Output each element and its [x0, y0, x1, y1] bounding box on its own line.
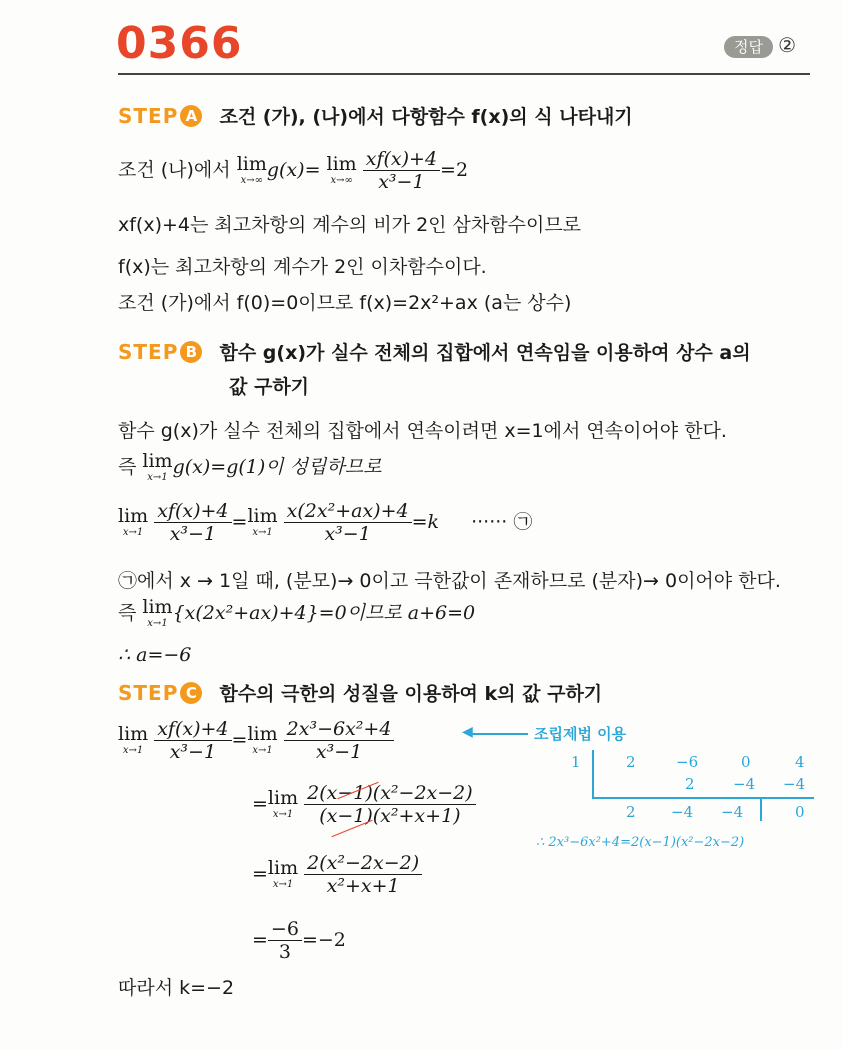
- step-a-line3: f(x)는 최고차항의 계수가 2인 이차함수이다.: [118, 256, 487, 278]
- lim-operator: lim x→1: [267, 857, 299, 890]
- fraction: $\frac{-6}{3}$: [268, 918, 302, 963]
- step-c-row4: = $\frac{-6}{3}$ =−2: [252, 918, 346, 963]
- g-expr: g(x)=: [266, 159, 321, 181]
- step-a-line4: 조건 (가)에서 f(0)=0이므로 f(x)=2x²+ax (a는 상수): [118, 292, 572, 314]
- step-a-line2: xf(x)+4는 최고차항의 계수의 비가 2인 삼차함수이므로: [118, 214, 582, 236]
- result: =2: [440, 159, 469, 181]
- arrow-head-icon: ◀: [462, 724, 473, 740]
- fraction: $\frac{xf(x)+4}{\text{x³−1}}$: [154, 500, 231, 545]
- answer-area: [724, 33, 796, 57]
- lim-operator: lim x→1: [118, 505, 149, 538]
- step-b-heading: [118, 338, 751, 365]
- step-a-title: 조건 (가), (나)에서 다항함수 f(x)의 식 나타내기: [219, 106, 633, 128]
- lim-operator: lim x→1: [247, 723, 278, 756]
- step-b-badge: B: [180, 341, 202, 363]
- step-a-badge: A: [180, 105, 202, 127]
- answer-value: ②: [778, 33, 797, 57]
- problem-number: 0366: [116, 18, 243, 69]
- step-c-heading: [118, 679, 602, 706]
- step-c-row2: =lim x→1 $\frac{\text{2(x−1)(x²−2x−2)}}{\text{(x−1)(x²+x+1)}}$: [252, 782, 476, 827]
- row3-cell: −4: [721, 803, 744, 821]
- synthetic-hline: [592, 797, 814, 799]
- step-c-row3: =lim x→1 $\frac{\text{2(x²−2x−2)}}{\text{x²+x+1}}$: [252, 852, 422, 897]
- fraction: $\frac{xf(x)+4}{\text{x³−1}}$: [363, 148, 440, 193]
- arrow-line: [468, 733, 528, 735]
- header-divider: [118, 73, 810, 75]
- synthetic-result: ∴ 2x³−6x²+4=2(x−1)(x²−2x−2): [536, 835, 745, 850]
- equation-tag: ······ ㉠: [471, 511, 533, 533]
- step-c-conclusion: 따라서 k=−2: [118, 977, 235, 999]
- step-c-label: STEP: [118, 681, 179, 705]
- lim-operator: lim x→1: [267, 787, 299, 820]
- step-b-line2: 즉 lim x→1 g(x)=g(1)이 성립하므로: [118, 450, 382, 483]
- lim-operator: lim x→1: [118, 723, 149, 756]
- lim-operator: lim x→1: [142, 450, 173, 483]
- row1-cell: −6: [676, 753, 699, 771]
- lim-operator: lim x→∞: [326, 153, 357, 186]
- lim-operator: lim x→1: [247, 505, 278, 538]
- row1-cell: 2: [626, 753, 636, 771]
- row3-remainder: 0: [795, 803, 805, 821]
- row2-cell: −4: [733, 775, 756, 793]
- step-c-badge: C: [180, 682, 202, 704]
- lim-operator: lim x→1: [142, 596, 173, 629]
- fraction: $\frac{\text{2x³−6x²+4}}{\text{x³−1}}$: [284, 718, 395, 763]
- answer-label: 정답: [724, 36, 773, 58]
- synthetic-remainder-line: [760, 797, 762, 821]
- step-b-line5: 즉 lim x→1 {x(2x²+ax)+4}=0이므로 a+6=0: [118, 596, 476, 629]
- step-b-title-2: 값 구하기: [229, 376, 310, 398]
- step-b-label: STEP: [118, 340, 179, 364]
- row1-cell: 0: [741, 753, 751, 771]
- text: 조건 (나)에서: [118, 159, 231, 181]
- step-c-row1: lim x→1 $\frac{xf(x)+4}{\text{x³−1}}$ =lim x→1 $\frac{\text{2x³−6x²+4}}{\text{x³−1}}$: [118, 718, 394, 763]
- row1-cell: 4: [795, 753, 805, 771]
- lim-operator: lim x→∞: [236, 153, 267, 186]
- step-b-conclusion: ∴ a=−6: [118, 644, 192, 666]
- step-a-line1: [118, 148, 468, 193]
- step-b-line4: ㉠에서 x → 1일 때, (분모)→ 0이고 극한값이 존재하므로 (분자)→ 0이어야 한다.: [118, 570, 781, 592]
- synthetic-divisor: 1: [571, 753, 581, 771]
- fraction: $\frac{xf(x)+4}{\text{x³−1}}$: [154, 718, 231, 763]
- fraction-cancel: $\frac{\text{2(x−1)(x²−2x−2)}}{\text{(x−1)(x²+x+1)}}$: [304, 782, 476, 827]
- step-b-title-1: 함수 g(x)가 실수 전체의 집합에서 연속임을 이용하여 상수 a의: [219, 342, 751, 364]
- synthetic-vline: [592, 750, 594, 798]
- row3-cell: 2: [626, 803, 636, 821]
- step-b-equation: lim x→1 $\frac{xf(x)+4}{\text{x³−1}}$ =lim x→1 $\frac{\text{x(2x²+ax)+4}}{\text{x³−1}}$ =k ······ ㉠: [118, 500, 533, 545]
- synthetic-label: 조립제법 이용: [534, 725, 627, 743]
- fraction: $\frac{\text{2(x²−2x−2)}}{\text{x²+x+1}}$: [304, 852, 422, 897]
- row2-cell: 2: [685, 775, 695, 793]
- step-a-label: STEP: [118, 104, 179, 128]
- fraction: $\frac{\text{x(2x²+ax)+4}}{\text{x³−1}}$: [284, 500, 412, 545]
- step-c-title: 함수의 극한의 성질을 이용하여 k의 값 구하기: [219, 683, 603, 705]
- step-b-line1: 함수 g(x)가 실수 전체의 집합에서 연속이려면 x=1에서 연속이어야 한다.: [118, 420, 727, 442]
- row2-cell: −4: [783, 775, 806, 793]
- row3-cell: −4: [671, 803, 694, 821]
- step-a-heading: [118, 102, 633, 129]
